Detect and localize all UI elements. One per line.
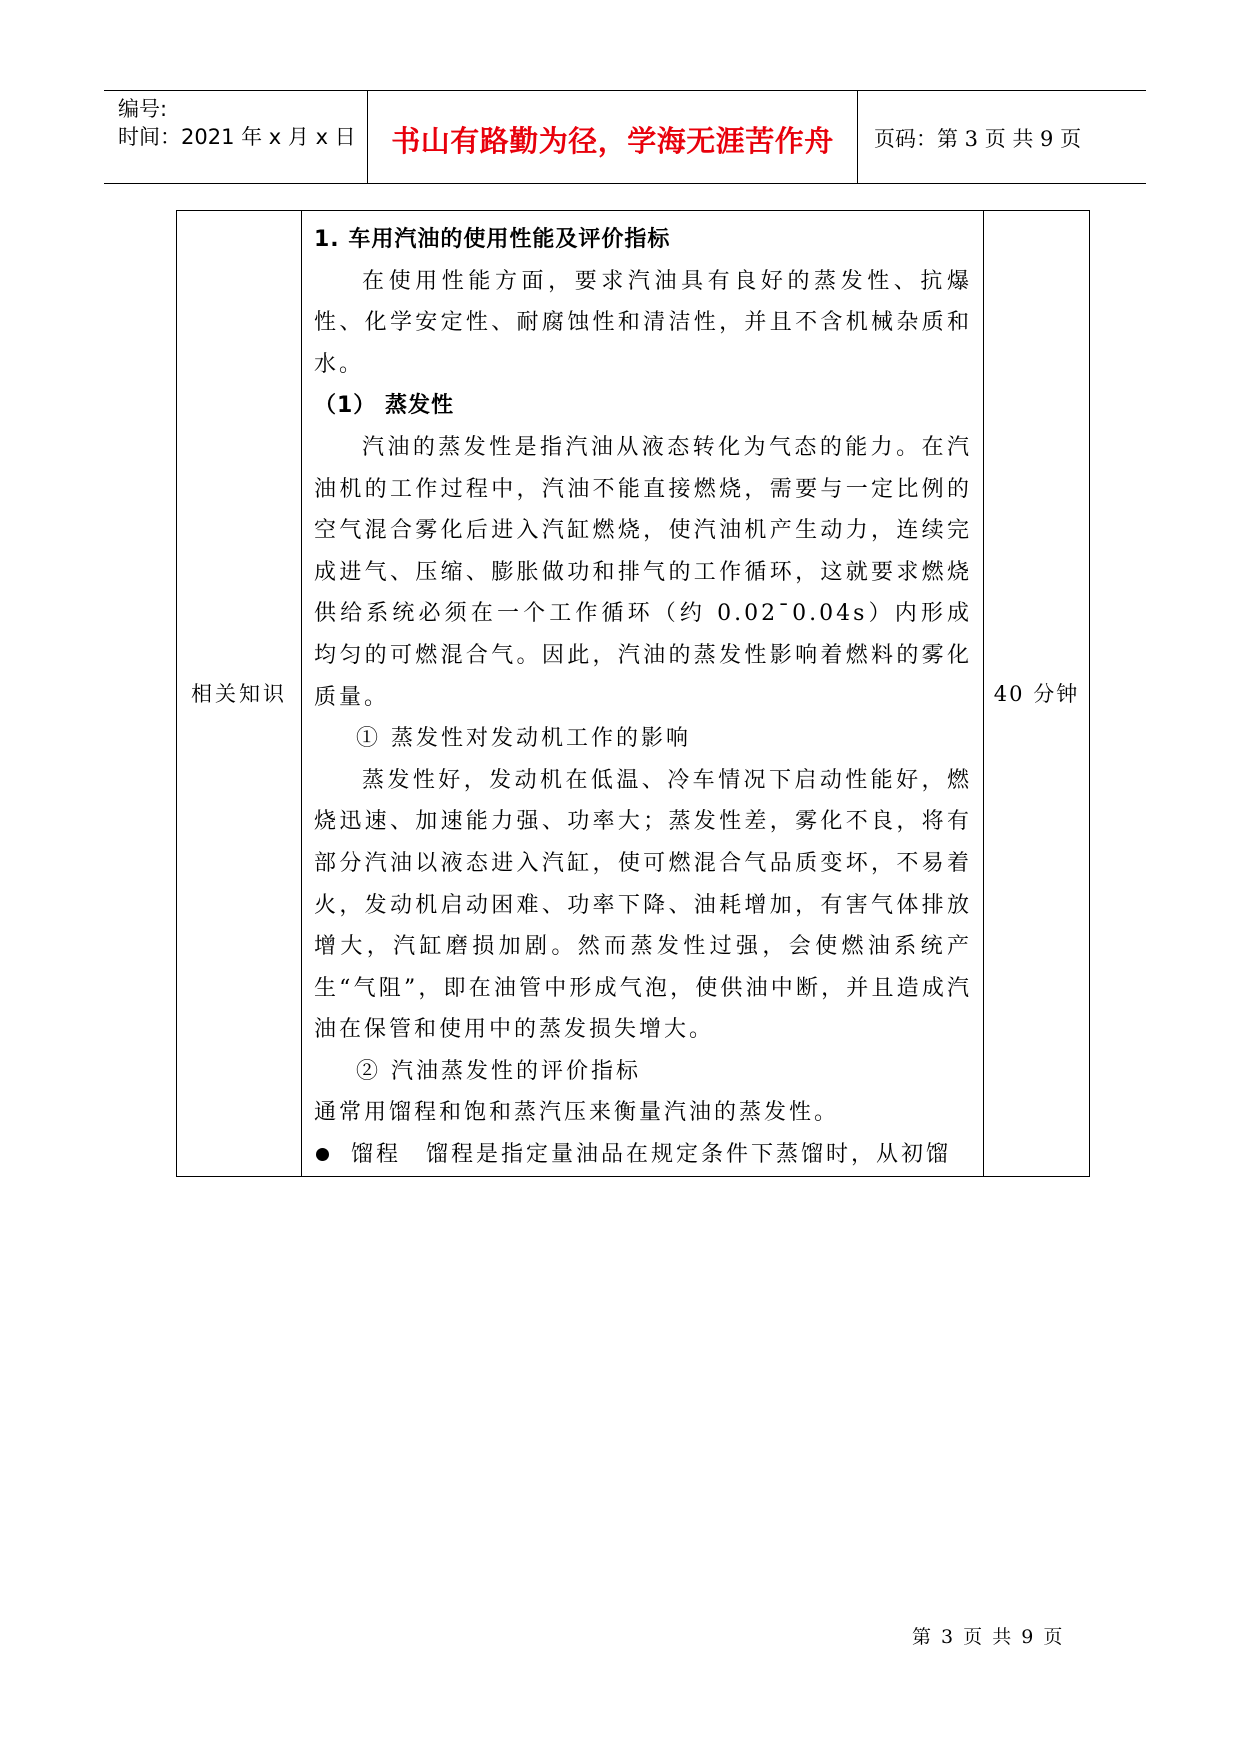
duration-cell: 40 分钟 — [984, 211, 1090, 1177]
bullet-text: 馏程是指定量油品在规定条件下蒸馏时，从初馏 — [426, 1142, 952, 1168]
header-page-info: 页码：第 3 页 共 9 页 — [874, 127, 1082, 151]
page-header — [104, 90, 1146, 184]
section-label-cell: 相关知识 — [177, 211, 302, 1177]
header-motto-cell — [368, 91, 858, 183]
lesson-table — [176, 210, 1090, 1177]
paragraph-engine-effect: 蒸发性好，发动机在低温、冷车情况下启动性能好，燃烧迅速、加速能力强、功率大；蒸发性差，雾化不良，将有部分汽油以液态进入汽缸，使可燃混合气品质变坏，不易着火，发动机启动困难、功率下降、油耗增加，有害气体排放增大，汽缸磨损加剧。然而蒸发性过强，会使燃油系统产生“气阻”，即在油管中形成气泡，使供油中断，并且造成汽油在保管和使用中的蒸发损失增大。 — [314, 767, 972, 1043]
section-heading: 1. 车用汽油的使用性能及评价指标 — [314, 227, 671, 252]
bullet-icon — [316, 1148, 329, 1161]
bullet-distillation — [314, 1134, 972, 1176]
header-motto: 书山有路勤为径，学海无涯苦作舟 — [391, 124, 834, 158]
content-cell — [302, 211, 984, 1177]
item-heading-2: ② 汽油蒸发性的评价指标 — [356, 1058, 641, 1084]
paragraph-measurement: 通常用馏程和饱和蒸汽压来衡量汽油的蒸发性。 — [314, 1100, 840, 1126]
page-footer: 第 3 页 共 9 页 — [912, 1626, 1065, 1648]
content-body — [314, 219, 972, 1176]
document-number-label: 编号: — [118, 97, 168, 121]
subsection-heading: （1） 蒸发性 — [314, 393, 454, 419]
header-page-cell — [858, 91, 1146, 183]
table-row — [177, 211, 1090, 1177]
item-heading-1: ① 蒸发性对发动机工作的影响 — [356, 726, 691, 752]
header-left-cell — [104, 91, 368, 183]
paragraph-volatility: 汽油的蒸发性是指汽油从液态转化为气态的能力。在汽油机的工作过程中，汽油不能直接燃烧，需要与一定比例的空气混合雾化后进入汽缸燃烧，使汽油机产生动力，连续完成进气、压缩、膨胀做功和排气的工作循环，这就要求燃烧供给系统必须在一个工作循环（约 0.02¯0.04s）内形成均匀的可燃混合气。因此，汽油的蒸发性影响着燃料的雾化质量。 — [314, 434, 972, 710]
document-time-label: 时间：2021 年 x 月 x 日 — [118, 125, 356, 149]
paragraph-performance: 在使用性能方面，要求汽油具有良好的蒸发性、抗爆性、化学安定性、耐腐蚀性和清洁性，并且不含机械杂质和水。 — [314, 268, 972, 377]
bullet-term: 馏程 — [351, 1142, 402, 1168]
